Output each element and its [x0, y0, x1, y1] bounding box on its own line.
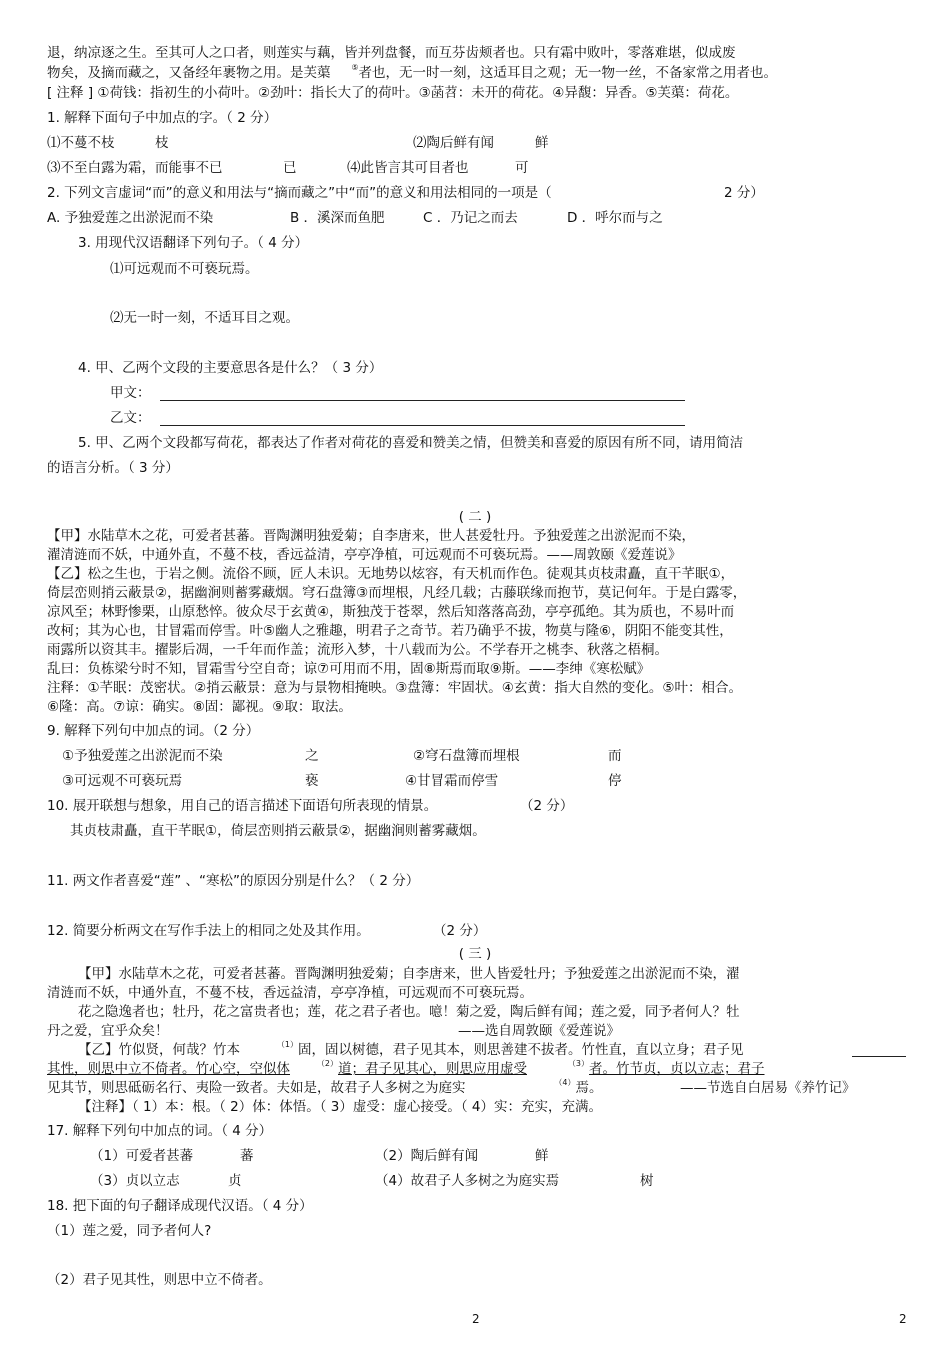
q1-prompt: 1. 解释下面句子中加点的字。（ 2 分）	[47, 110, 278, 126]
part2-note-2: ⑥隆：高。⑦谅：确实。⑧固：鄙视。⑨取：取法。	[47, 699, 352, 715]
q17-item-c: （3）贞以立志	[90, 1173, 180, 1189]
q11-prompt: 11. 两文作者喜爱“莲” 、“寒松”的原因分别是什么？（ 2 分）	[47, 873, 420, 889]
q1-item-a: ⑴不蔓不枝	[47, 135, 115, 151]
q2-score: 2 分）	[724, 185, 764, 201]
part2-yi-5: 雨露所以资其丰。擢影后凋，一千年而作盖；流形入梦，十八载而为公。不学春开之桃李、秋落之梧桐。	[47, 642, 668, 658]
part2-title: ( 二 )	[458, 509, 492, 525]
footnote-marker-5: ⑤	[351, 63, 359, 72]
q17-item-d-word: 树	[640, 1173, 654, 1189]
q1-item-c-word: 已	[283, 160, 297, 176]
q17-prompt: 17. 解释下列句中加点的词。（ 4 分）	[47, 1123, 273, 1139]
q17-item-d: （4）故君子人多树之为庭实焉	[375, 1173, 560, 1189]
q17-item-a: （1）可爱者甚蕃	[90, 1148, 194, 1164]
q9-item-c-word: 亵	[305, 773, 319, 789]
part3-jia-1: 【甲】水陆草木之花，可爱者甚蕃。晋陶渊明独爱菊；自李唐来，世人皆爱牡丹；予独爱莲之出淤泥而不染，濯	[78, 966, 740, 982]
q2-prompt: 2. 下列文言虚词“而”的意义和用法与“摘而藏之”中“而”的意义和用法相同的一项是（	[47, 185, 552, 201]
part2-note-1: 注释：①芊眠：茂密状。②捎云蔽景：意为与景物相掩映。③盘簿：牢固状。④玄黄：指大自然的变化。⑤叶：相合。	[47, 680, 743, 696]
q9-item-d-word: 停	[608, 773, 622, 789]
q4-label-jia: 甲文：	[110, 385, 151, 401]
part3-yi-1-a: 【乙】竹似贤，何哉？竹本	[78, 1042, 240, 1058]
q5-line-2: 的语言分析。（ 3 分）	[47, 460, 179, 476]
footnote-marker-2: （2）	[316, 1059, 338, 1068]
q12-prompt: 12. 简要分析两文在写作手法上的相同之处及其作用。	[47, 923, 370, 939]
part3-note: 【注释】（ 1）本：根。（ 2）体：体悟。（ 3）虚受：虚心接受。（ 4）实：充实，充满。	[78, 1099, 603, 1115]
q17-item-b-word: 鲜	[535, 1148, 549, 1164]
q4-label-yi: 乙文：	[110, 410, 151, 426]
q10-score: （2 分）	[520, 798, 574, 814]
part3-yi-3-a: 见其节，则思砥砺名行、夷险一致者。夫如是，故君子人多树之为庭实	[47, 1080, 466, 1096]
q1-item-d: ⑷此皆言其可目者也	[347, 160, 469, 176]
part3-yi-1	[78, 1041, 744, 1061]
part2-yi-3: 凉风至；林野惨栗，山原愁悴。彼众尽于玄黄④，斯独茂于苍翠，然后知落落高劲，亭亭孤绝。其为质也，不易叶而	[47, 604, 735, 620]
part3-jia-2: 清涟而不妖，中通外直，不蔓不枝，香远益清，亭亭净植，可远观而不可亵玩焉。	[47, 985, 533, 1001]
intro-notes: [ 注释 ] ①荷钱：指初生的小荷叶。②劲叶：指长大了的荷叶。③菡苕：未开的荷花。④异馥：异香。⑤芙蕖：荷花。	[47, 85, 739, 101]
part2-yi-2: 倚层峦则捎云蔽景②，据幽涧则蓄雾藏烟。穹石盘簿③而埋根，凡经几载；古藤联缘而抱节，莫记何年。于是白露零，	[47, 585, 747, 601]
q9-item-a-word: 之	[305, 748, 319, 764]
footnote-marker-4: （4）	[554, 1078, 576, 1087]
blank-line	[852, 1056, 906, 1057]
q17-item-b: （2）陶后鲜有闻	[375, 1148, 479, 1164]
q9-item-b: ②穹石盘簿而埋根	[413, 748, 520, 764]
intro-line-1: 退，纳凉逐之生。至其可人之口者，则莲实与藕，皆并列盘餐，而互芬齿颊者也。只有霜中败叶，零落难堪，似成废	[47, 45, 736, 61]
q2-option-b: B ．溪深而鱼肥	[290, 210, 385, 226]
footnote-marker-1: （1）	[276, 1040, 298, 1049]
q1-item-b-word: 鲜	[535, 135, 549, 151]
q3-sentence-2: ⑵无一时一刻，不适耳目之观。	[110, 310, 299, 326]
q2-option-d: D ．呼尔而与之	[567, 210, 663, 226]
page-number-center: 2	[472, 1312, 480, 1326]
q9-item-b-word: 而	[608, 748, 622, 764]
q10-text: 其贞枝肃矗，直干芊眠①，倚层峦则捎云蔽景②，据幽涧则蓄雾藏烟。	[70, 823, 486, 839]
part3-jia-3: 花之隐逸者也；牡丹，花之富贵者也；莲，花之君子者也。噫！菊之爱，陶后鲜有闻；莲之爱，同予者何人？牡	[78, 1004, 740, 1020]
footnote-marker-3: （3）	[567, 1059, 589, 1068]
q3-sentence-1: ⑴可远观而不可亵玩焉。	[110, 261, 259, 277]
part3-yi-2-c: 者。竹节贞，贞以立志；君子	[589, 1061, 765, 1077]
intro-line-2	[47, 64, 777, 84]
q18-sentence-2: （2）君子见其性，则思中立不倚者。	[47, 1272, 272, 1288]
q17-item-a-word: 蕃	[240, 1148, 254, 1164]
q9-item-d: ④甘冒霜而停雪	[405, 773, 499, 789]
q2-option-c: C ．乃记之而去	[423, 210, 518, 226]
q9-item-c: ③可远观不可亵玩焉	[62, 773, 183, 789]
part2-yi-6: 乱曰：负栋梁兮时不知，冒霜雪兮空自奇；谅⑦可用而不用，固⑧斯焉而取⑨斯。——李绅《寒松赋》	[47, 661, 651, 677]
part2-jia-2: 濯清涟而不妖，中通外直，不蔓不枝，香远益清，亭亭净植，可远观而不可亵玩焉。——周敦颐《爱莲说》	[47, 547, 682, 563]
part2-jia-1: 【甲】水陆草木之花，可爱者甚蕃。晋陶渊明独爱菊；自李唐来，世人甚爱牡丹。予独爱莲之出淤泥而不染，	[47, 528, 695, 544]
part3-yi-2-b: 道；君子见其心，则思应用虚受	[338, 1061, 527, 1077]
q4-answer-line-yi[interactable]	[160, 425, 685, 426]
part3-yi-1-b: 固，固以树德，君子见其本，则思善建不拔者。竹性直，直以立身；君子见	[298, 1042, 744, 1058]
q4-prompt: 4. 甲、乙两个文段的主要意思各是什么？（ 3 分）	[78, 360, 383, 376]
page-number-right: 2	[899, 1312, 907, 1326]
part3-jia-source: ——选自周敦颐《爱莲说》	[458, 1023, 620, 1039]
part3-yi-2-a: 其性，则思中立不倚者。竹心空，空似体	[47, 1061, 290, 1077]
q9-item-a: ①予独爱莲之出淤泥而不染	[62, 748, 223, 764]
q18-sentence-1: （1）莲之爱，同予者何人?	[47, 1223, 212, 1239]
q17-item-c-word: 贞	[228, 1173, 242, 1189]
q1-item-d-word: 可	[515, 160, 529, 176]
intro-line-2-a: 物矣，及摘而藏之，又备经年裹物之用。是芙蕖	[47, 65, 331, 81]
part3-jia-4: 丹之爱，宜乎众矣！	[47, 1023, 169, 1039]
part3-yi-3	[47, 1079, 603, 1099]
q2-option-a: A. 予独爱莲之出淤泥而不染	[47, 210, 214, 226]
q9-prompt: 9. 解释下列句中加点的词。（2 分）	[47, 723, 260, 739]
part3-yi-2	[47, 1060, 765, 1080]
q12-score: （2 分）	[433, 923, 487, 939]
part3-yi-source: ——节选自白居易《养竹记》	[680, 1080, 856, 1096]
q5-line-1: 5. 甲、乙两个文段都写荷花，都表达了作者对荷花的喜爱和赞美之情，但赞美和喜爱的原因有所不同，请用简洁	[78, 435, 744, 451]
part2-yi-4: 改柯；其为心也，甘冒霜而停雪。叶⑤幽人之雅趣，明君子之奇节。若乃确乎不拔，物莫与隆⑥，阴阳不能变其性，	[47, 623, 733, 639]
part3-yi-3-b: 焉。	[575, 1080, 603, 1096]
part3-title: ( 三 )	[458, 946, 492, 962]
q10-prompt: 10. 展开联想与想象，用自己的语言描述下面语句所表现的情景。	[47, 798, 438, 814]
q4-answer-line-jia[interactable]	[160, 400, 685, 401]
q1-item-c: ⑶不至白露为霜，而能事不已	[47, 160, 223, 176]
q3-prompt: 3. 用现代汉语翻译下列句子。（ 4 分）	[78, 235, 309, 251]
intro-line-2-b: 者也，无一时一刻，这适耳目之观；无一物一丝，不备家常之用者也。	[358, 65, 777, 81]
q1-item-b: ⑵陶后鲜有闻	[413, 135, 494, 151]
q1-item-a-word: 枝	[155, 135, 169, 151]
part2-yi-1: 【乙】松之生也，于岩之侧。流俗不顾，匠人未识。无地势以炫容，有天机而作色。徒观其贞枝肃矗，直干芊眠①，	[47, 566, 735, 582]
q18-prompt: 18. 把下面的句子翻译成现代汉语。（ 4 分）	[47, 1198, 313, 1214]
